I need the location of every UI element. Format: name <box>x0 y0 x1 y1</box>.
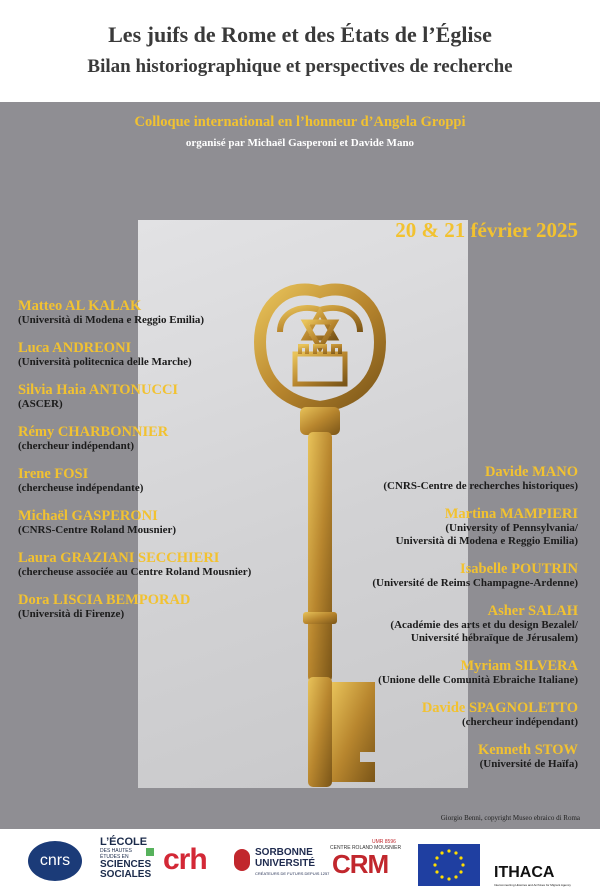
crm-umr: UMR 8596 <box>372 839 396 845</box>
speaker-affiliation: (CNRS-Centre Roland Mousnier) <box>18 524 177 536</box>
speaker-entry <box>18 298 204 327</box>
key-icon <box>245 282 395 802</box>
speaker-affiliation: (Unione delle Comunità Ebraiche Italiane) <box>378 674 578 686</box>
speaker-entry <box>422 700 578 729</box>
speaker-name: Kenneth STOW <box>477 742 578 758</box>
speaker-name: Myriam SILVERA <box>460 658 578 674</box>
speaker-name: Rémy CHARBONNIER <box>18 424 169 440</box>
speaker-name: Michaël GASPERONI <box>18 508 158 524</box>
speaker-entry <box>396 506 578 548</box>
speaker-name: Asher SALAH <box>487 603 578 619</box>
speaker-affiliation: (chercheuse indépendante) <box>18 482 144 494</box>
organisers-line: organisé par Michaël Gasperoni et Davide Mano <box>185 137 415 149</box>
speaker-affiliation: (Université de Reims Champagne-Ardenne) <box>372 577 578 589</box>
poster-title: Les juifs de Rome et des États de l’Église <box>108 22 492 47</box>
sorbonne-line: SORBONNE <box>255 847 313 858</box>
speaker-entry <box>372 561 578 590</box>
sorbonne-tagline: CRÉATEURS DE FUTURS DEPUIS 1257 <box>255 871 330 876</box>
sorbonne-emblem-icon <box>234 849 250 871</box>
speaker-name: Silvia Haia ANTONUCCI <box>18 382 179 398</box>
speaker-name: Isabelle POUTRIN <box>459 561 578 577</box>
speaker-entry <box>18 340 192 369</box>
sorbonne-line: UNIVERSITÉ <box>255 858 316 869</box>
speaker-entry <box>478 742 578 771</box>
crm-centre: CENTRE ROLAND MOUSNIER <box>330 845 402 851</box>
speaker-entry <box>18 466 143 495</box>
speaker-affiliation: (chercheur indépendant) <box>461 716 578 728</box>
speaker-affiliation: (University of Pennsylvania/ <box>445 522 578 534</box>
ehess-logo <box>100 837 151 880</box>
photo-credit: Giorgio Benni, copyright Museo ebraico di Roma <box>440 814 580 822</box>
speaker-entry <box>390 603 578 645</box>
ehess-line: L’ÉCOLE <box>100 836 148 848</box>
speaker-entry <box>378 658 578 687</box>
speaker-name: Martina MAMPIERI <box>444 506 578 522</box>
sorbonne-name <box>255 847 315 869</box>
speaker-affiliation: (Académie des arts et du design Bezalel/ <box>390 619 578 631</box>
speaker-name: Laura GRAZIANI SECCHIERI <box>18 550 220 566</box>
speaker-name: Dora LISCIA BEMPORAD <box>18 592 191 608</box>
crh-logo: crh <box>163 843 207 876</box>
ehess-line: SCIENCES <box>100 859 152 870</box>
poster-subtitle: Bilan historiographique et perspectives de recherche <box>87 56 513 77</box>
event-date: 20 & 21 février 2025 <box>395 218 578 242</box>
speaker-affiliation: (ASCER) <box>18 398 63 410</box>
poster-header <box>0 0 600 102</box>
ithaca-tagline: Interconnecting Histories and Archives for Migrant Agency <box>494 883 571 887</box>
eu-flag-icon <box>418 844 480 886</box>
speaker-affiliation: (Università di Firenze) <box>18 608 125 620</box>
ithaca-name: ITHACA <box>494 864 555 881</box>
ehess-line: SOCIALES <box>100 869 152 880</box>
ehess-line: ÉTUDES EN <box>100 854 129 860</box>
cnrs-logo: cnrs <box>28 841 82 881</box>
speaker-entry <box>18 550 251 579</box>
ehess-line: DES HAUTES <box>100 848 132 854</box>
colloque-line: Colloque international en l’honneur d’Angela Groppi <box>134 114 466 130</box>
speaker-entry <box>18 508 176 537</box>
partner-logos <box>0 829 600 895</box>
speaker-name: Irene FOSI <box>18 466 89 482</box>
speaker-affiliation: (Università di Modena e Reggio Emilia) <box>18 314 205 326</box>
poster-body <box>0 102 600 829</box>
speaker-affiliation: (Università politecnica delle Marche) <box>18 356 192 368</box>
speaker-name: Luca ANDREONI <box>18 340 132 356</box>
ithaca-logo <box>494 864 571 887</box>
speaker-affiliation: (Université de Haïfa) <box>479 758 578 770</box>
ehess-square-icon <box>146 848 154 856</box>
speaker-name: Davide SPAGNOLETTO <box>421 700 578 716</box>
speaker-affiliation: Università di Modena e Reggio Emilia) <box>395 535 578 547</box>
speaker-name: Matteo AL KALAK <box>18 298 142 314</box>
speaker-affiliation: (CNRS-Centre de recherches historiques) <box>383 480 578 492</box>
speaker-name: Davide MANO <box>484 464 578 480</box>
speaker-entry <box>18 592 190 621</box>
speaker-entry <box>383 464 578 493</box>
speaker-entry <box>18 424 168 453</box>
speaker-affiliation: Université hébraïque de Jérusalem) <box>410 632 578 644</box>
speaker-entry <box>18 382 178 411</box>
speaker-affiliation: (chercheuse associée au Centre Roland Mousnier) <box>18 566 252 578</box>
crm-initials: CRM <box>332 849 389 879</box>
speaker-affiliation: (chercheur indépendant) <box>18 440 135 452</box>
